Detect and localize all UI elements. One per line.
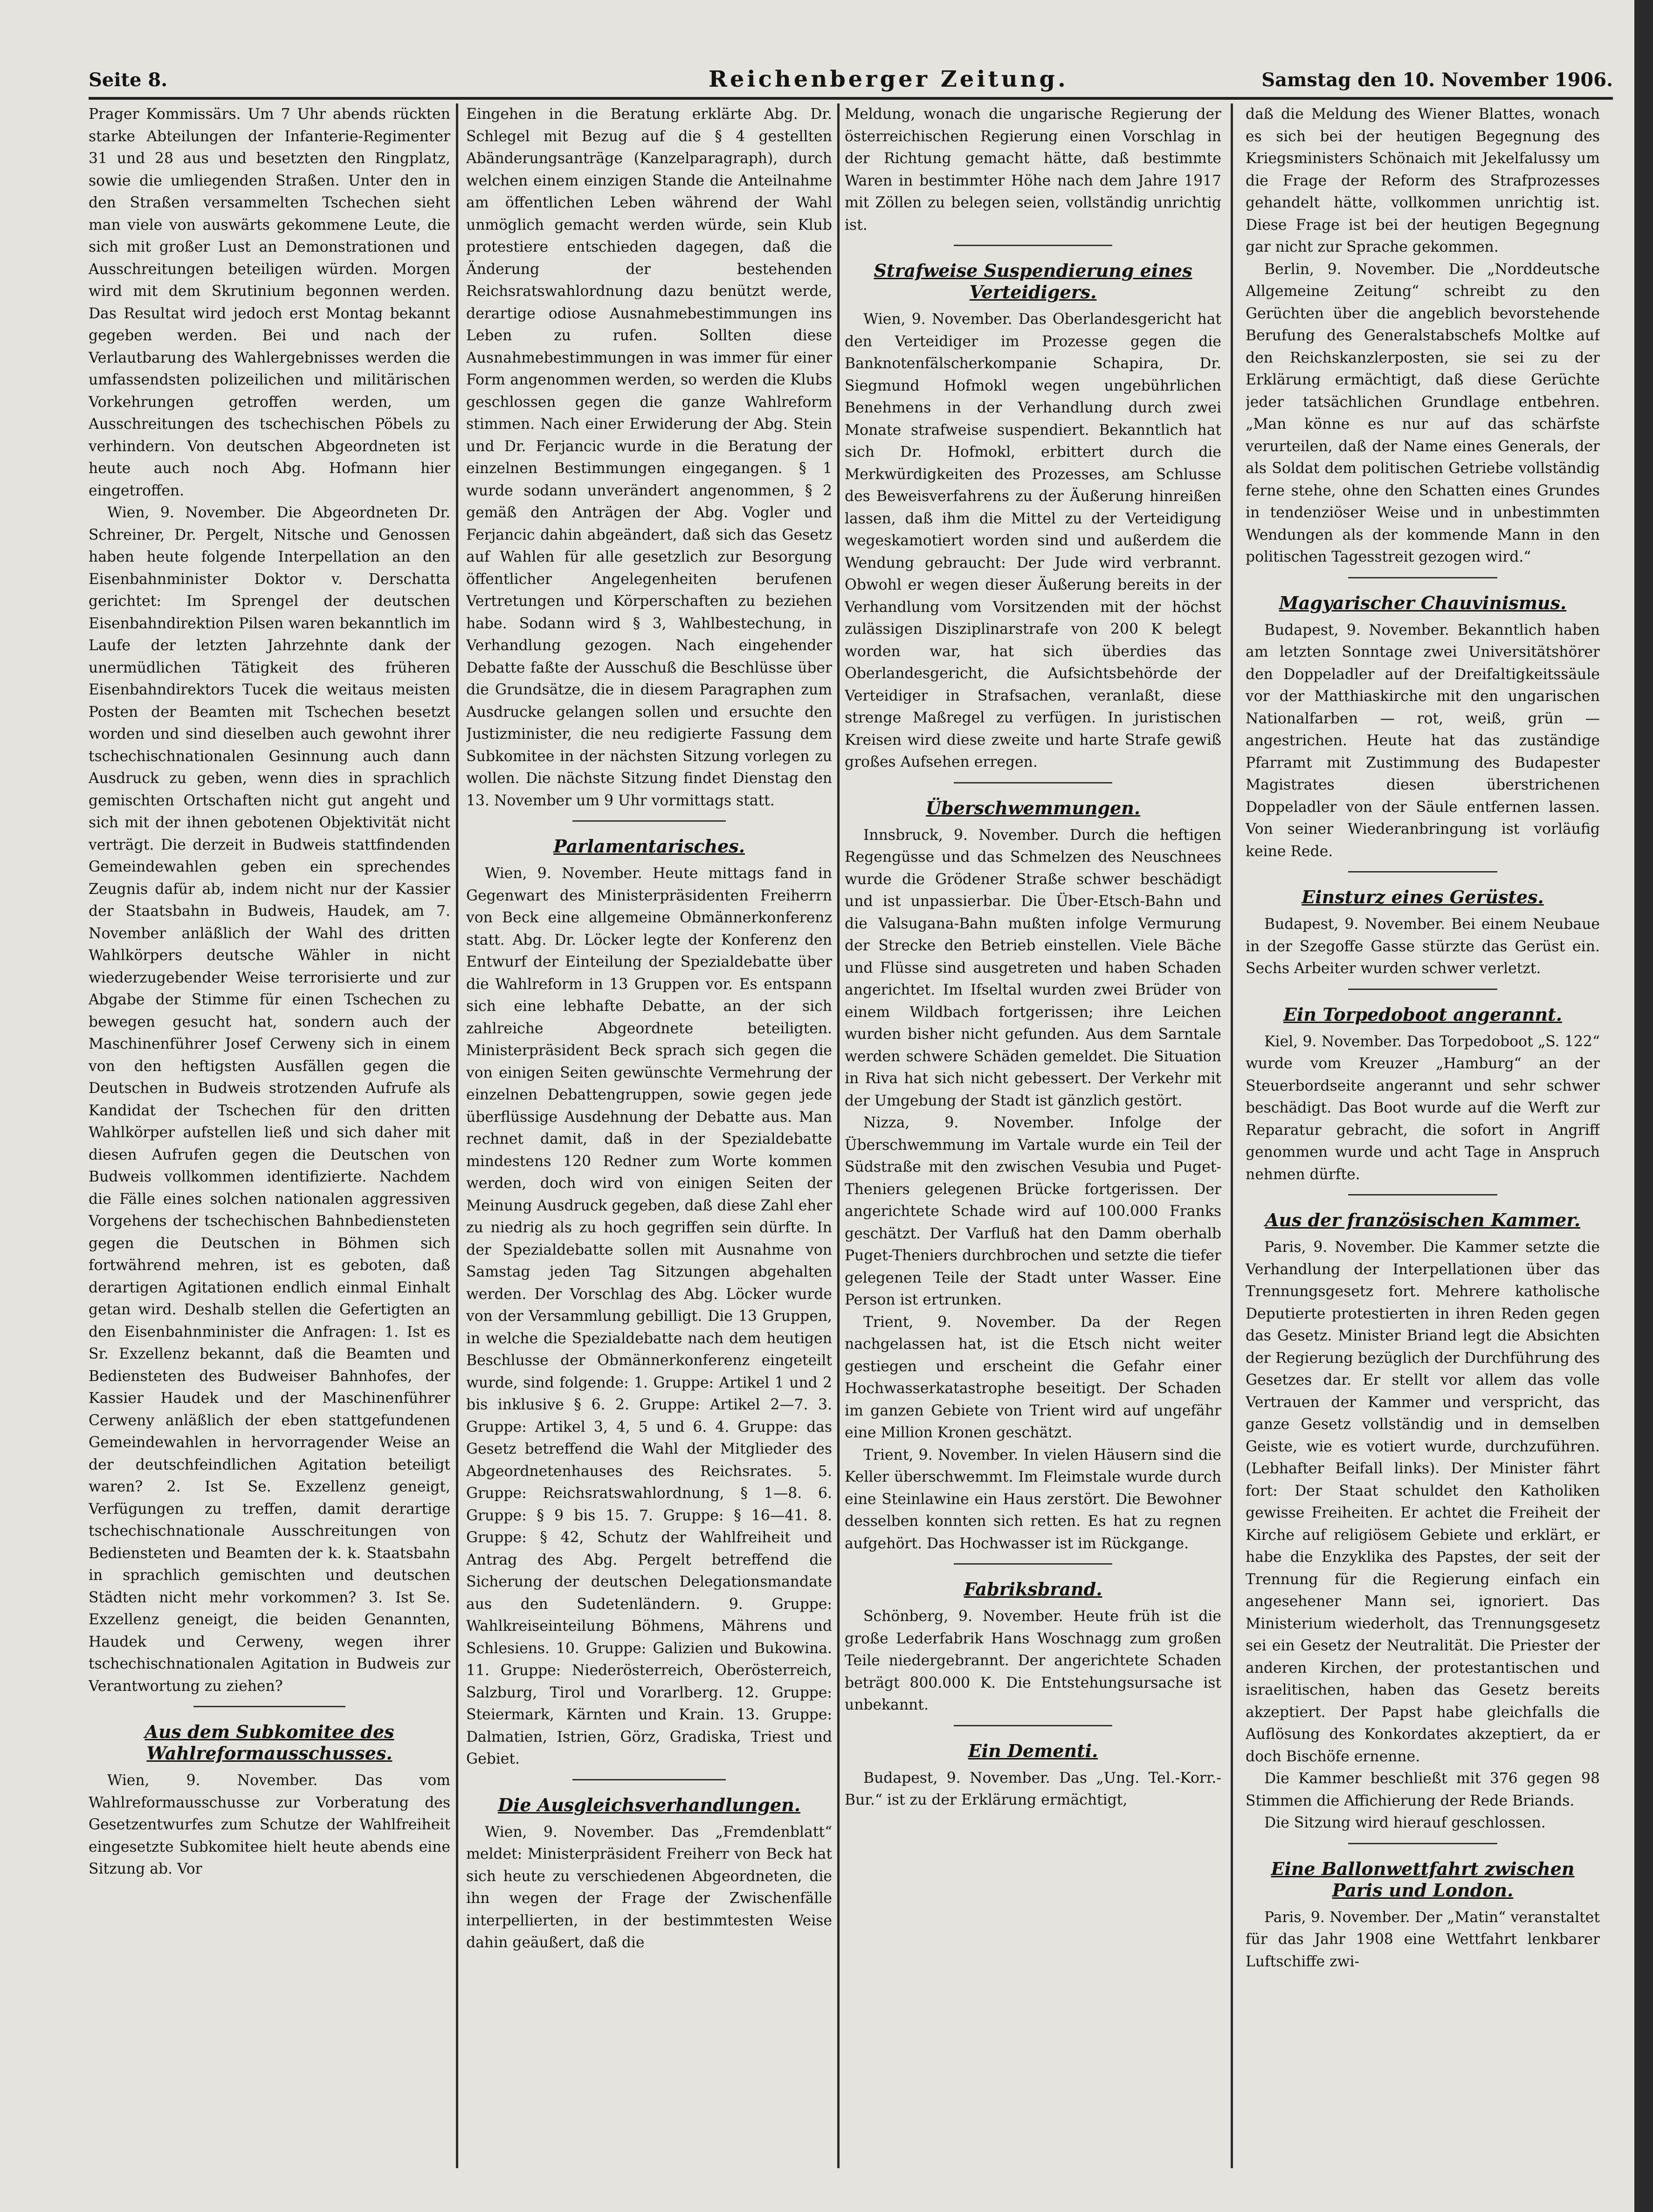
article-text: Budapest, 9. November. Bekanntlich haben am letzten Sonntage zwei Universitätshörer den Doppeladler auf der Dreifaltigkeitssäule vor der Matthiaskirche mit den ungarischen Nationalfarben — rot, weiß, grün — angestrichen. Heute hat das zuständige Pfarramt mit Zustimmung des Budapester Magistrates diesen überstrichenen Doppeladler von der Säule entfernen lassen. Von seiner Wiederanbringung ist vorläufig keine Rede. — [1246, 621, 1600, 860]
article-text: Die Sitzung wird hierauf geschlossen. — [1264, 1814, 1546, 1831]
page-header — [89, 66, 1613, 100]
article-headline: Überschwemmungen. — [925, 797, 1141, 818]
article-text: Wien, 9. November. Das vom Wahlreformausschusse zur Vorberatung des Gesetzentwurfes zum Schutze der Wahlfreiheit eingesetzte Subkomitee hielt heute abends eine Sitzung ab. Vor — [89, 1772, 450, 1877]
article-headline: Magyarischer Chauvinismus. — [1279, 592, 1567, 613]
article-headline: Fabriksbrand. — [964, 1579, 1102, 1600]
column-3 — [845, 103, 1221, 2187]
article-text: Wien, 9. November. Das Oberlandesgericht hat den Verteidiger im Prozesse gegen die Banknotenfälscherkompanie Schapira, Dr. Siegmund Hofmokl wegen ungebührlichen Benehmens in der Verhandlung durch zwei Monate strafweise suspendiert. Bekanntlich hat sich Dr. Hofmokl, erbittert durch die Merkwürdigkeiten des Prozesses, am Schlusse des Beweisverfahrens zu der Äußerung hinreißen lassen, daß ihm die Mittel zu der Verteidigung wegeskamotiert worden sind und außerdem die Wendung gebraucht: Der Jude wird verbrannt. Obwohl er wegen dieser Äußerung bereits in der Verhandlung vom Vorsitzenden mit der höchst zulässigen Disziplinarstrafe von 200 K belegt worden war, hat sich überdies das Oberlandesgericht, die Aufsichtsbehörde der Verteidiger in Strafsachen, veranlaßt, diese strenge Maßregel zu verfügen. In juristischen Kreisen wird diese zweite und harte Strafe gewiß großes Aufsehen erregen. — [845, 311, 1221, 770]
article-text: Die Kammer beschließt mit 376 gegen 98 Stimmen die Affichierung der Rede Briands. — [1246, 1770, 1600, 1809]
article-divider — [572, 820, 726, 822]
column-rule-2 — [837, 103, 840, 2168]
column-1 — [89, 103, 450, 2187]
article-text: Budapest, 9. November. Bei einem Neubaue in der Szegoffe Gasse stürzte das Gerüst ein. Sechs Arbeiter wurden schwer verletzt. — [1246, 916, 1600, 977]
article-text: Kiel, 9. November. Das Torpedoboot „S. 122“ wurde vom Kreuzer „Hamburg“ an der Steuerbordseite angerannt und sehr schwer beschädigt. Das Boot wurde auf die Werft zur Reparatur gebracht, die sofort in Angriff genommen wurde und acht Tage in Anspruch nehmen dürfte. — [1246, 1033, 1600, 1183]
article-divider — [1348, 577, 1497, 578]
article-text: Budapest, 9. November. Das „Ung. Tel.-Korr.-Bur.“ ist zu der Erklärung ermächtigt, — [845, 1769, 1221, 1808]
article-text: Prager Kommissärs. Um 7 Uhr abends rückten starke Abteilungen der Infanterie-Regimenter 31 und 28 aus und besetzten den Ringplatz, sowie die umliegenden Straßen. Unter den in den Straßen versammelten Tschechen sieht man viele von auswärts gekommene Leute, die sich mit großer Lust an Demonstrationen und Ausschreitungen beteiligen würden. Morgen wird mit dem Skrutinium begonnen werden. Das Resultat wird jedoch erst Montag bekannt gegeben werden. Bei und nach der Verlautbarung des Wahlergebnisses werden die umfassendsten polizeilichen und militärischen Vorkehrungen getroffen werden, um Ausschreitungen des tschechischen Pöbels zu verhindern. Von deutschen Abgeordneten ist heute auch noch Abg. Hofmann hier eingetroffen. — [89, 106, 450, 499]
article-headline: Eine Ballonwettfahrt zwischen Paris und London. — [1271, 1858, 1575, 1901]
article-headline: Aus der französischen Kammer. — [1265, 1209, 1581, 1230]
article-divider — [954, 782, 1112, 783]
article-headline: Strafweise Suspendierung eines Verteidigers. — [874, 260, 1192, 302]
article-text: Paris, 9. November. Die Kammer setzte die Verhandlung der Interpellationen über das Trennungsgesetz fort. Mehrere katholische Deputierte protestierten in ihren Reden gegen das Gesetz. Minister Briand legt die Absichten der Regierung bezüglich der Durchführung des Gesetzes dar. Er stellt vor allem das volle Vertrauen der Kammer und verspricht, das ganze Gesetz vollständig und in demselben Geiste, wie es votiert wurde, durchzuführen. (Lebhafter Beifall links). Der Minister fährt fort: Der Staat schuldet den Katholiken gewisse Freiheiten. Er achtet die Freiheit der Kirche auf religiösem Gebiete und erklärt, er habe die Enzyklika des Papstes, der seit der Trennung für die Regierung einfach ein angesehener Mann sei, ignoriert. Das Ministerium wiederholt, das Trennungsgesetz sei ein Gesetz der Neutralität. Die Priester der anderen Kirchen, der protestantischen und israelitischen, haben das Gesetz bereits akzeptiert. Der Papst habe gleichfalls die Auflösung des Konkordates akzeptiert, da er doch Bischöfe ernenne. — [1246, 1239, 1600, 1765]
article-divider — [1348, 871, 1497, 872]
issue-date: Samstag den 10. November 1906. — [1261, 69, 1613, 91]
column-4 — [1246, 103, 1600, 2187]
article-text: Wien, 9. November. Heute mittags fand in Gegenwart des Ministerpräsidenten Freiherrn von Beck eine allgemeine Obmännerkonferenz statt. Abg. Dr. Löcker legte der Konferenz den Entwurf der Einteilung der Spezialdebatte über die Wahlreform in 13 Gruppen vor. Es entspann sich eine lebhafte Debatte, an der sich zahlreiche Abgeordnete beteiligten. Ministerpräsident Beck sprach sich gegen die von einigen Seiten gewünschte Vermehrung der einzelnen Debattengruppen, sowie gegen jede überflüssige Ausdehnung der Debatte aus. Man rechnet damit, daß in der Spezialdebatte mindestens 120 Redner zum Worte kommen werden, doch wird von einigen Seiten der Meinung Ausdruck gegeben, daß diese Zahl eher zu niedrig als zu hoch gegriffen sein dürfte. In der Spezialdebatte sollen mit Ausnahme von Samstag jeden Tag Sitzungen abgehalten werden. Der Vorschlag des Abg. Löcker wurde von der Versammlung gebilligt. Die 13 Gruppen, in welche die Spezialdebatte nach dem heutigen Beschlusse der Obmännerkonferenz eingeteilt wurde, sind folgende: 1. Gruppe: Artikel 1 und 2 bis inklusive § 6. 2. Gruppe: Artikel 2—7. 3. Gruppe: Artikel 3, 4, 5 und 6. 4. Gruppe: das Gesetz betreffend die Wahl der Mitglieder des Abgeordnetenhauses des Reichsrates. 5. Gruppe: Reichsratswahlordnung, § 1—8. 6. Gruppe: § 9 bis 15. 7. Gruppe: § 16—41. 8. Gruppe: § 42, Schutz der Wahlfreiheit und Antrag des Abg. Pergelt betreffend die Sicherung der deutschen Delegationsmandate aus den Sudetenländern. 9. Gruppe: Wahlkreiseinteilung Böhmens, Mährens und Schlesiens. 10. Gruppe: Galizien und Bukowina. 11. Gruppe: Niederösterreich, Oberösterreich, Salzburg, Tirol und Vorarlberg. 12. Gruppe: Steiermark, Kärnten und Krain. 13. Gruppe: Dalmatien, Istrien, Görz, Gradiska, Triest und Gebiet. — [466, 865, 832, 1767]
newspaper-title: Reichenberger Zeitung. — [709, 66, 1068, 92]
article-headline: Die Ausgleichsverhandlungen. — [497, 1794, 801, 1815]
article-headline: Parlamentarisches. — [553, 836, 745, 857]
article-text: Nizza, 9. November. Infolge der Überschwemmung im Vartale wurde ein Teil der Südstraße mit den zwischen Vesubia und Puget-Theniers gelegenen Brücke fortgerissen. Der angerichtete Schade wird auf 100.000 Franks geschätzt. Der Varfluß hat den Damm oberhalb Puget-Theniers durchbrochen und setzte die tiefer gelegenen Teile der Stadt unter Wasser. Eine Person ist ertrunken. — [845, 1114, 1221, 1308]
column-2 — [466, 103, 832, 2187]
article-divider — [954, 245, 1112, 246]
article-divider — [1348, 989, 1497, 990]
article-text: Trient, 9. November. Da der Regen nachgelassen hat, ist die Etsch nicht weiter gestiegen und erscheint die Gefahr einer Hochwasserkatastrophe beseitigt. Der Schaden im ganzen Gebiete von Trient wird auf ungefähr eine Million Kronen geschätzt. — [845, 1313, 1221, 1441]
article-text: Paris, 9. November. Der „Matin“ veranstaltet für das Jahr 1908 eine Wettfahrt lenkbarer Luftschiffe zwi- — [1246, 1909, 1600, 1970]
article-text: Trient, 9. November. In vielen Häusern sind die Keller überschwemmt. Im Fleimstale wurde durch eine Steinlawine ein Haus zerstört. Die Bewohner desselben konnten sich retten. Es hat zu regnen aufgehört. Das Hochwasser ist im Rückgange. — [845, 1446, 1221, 1552]
article-divider — [954, 1725, 1112, 1726]
article-text: Meldung, wonach die ungarische Regierung der österreichischen Regierung einen Vorschlag in der Richtung gemacht hätte, daß bestimmte Waren in bestimmter Höhe nach dem Jahre 1917 mit Zöllen zu belegen seien, vollständig unrichtig ist. — [845, 106, 1221, 234]
column-rule-1 — [456, 103, 458, 2168]
article-text: Innsbruck, 9. November. Durch die heftigen Regengüsse und das Schmelzen des Neuschnees wurde die Grödener Straße schwer beschädigt und ist unpassierbar. Die Über-Etsch-Bahn und die Valsugana-Bahn mußten infolge Vermurung der Strecke den Betrieb einstellen. Viele Bäche und Flüsse sind ausgetreten und haben Schaden angerichtet. Im Ifseltal wurden zwei Brüder von einem Wildbach fortgerissen; ihre Leichen wurden bisher nicht gefunden. Aus dem Sarntale werden schwere Schäden gemeldet. Die Situation in Riva hat sich nicht gebessert. Der Verkehr mit der Umgebung der Stadt ist gänzlich gestört. — [845, 826, 1221, 1109]
article-divider — [193, 1706, 345, 1707]
article-text: Wien, 9. November. Die Abgeordneten Dr. Schreiner, Dr. Pergelt, Nitsche und Genossen haben heute folgende Interpellation an den Eisenbahnminister Doktor v. Derschatta gerichtet: Im Sprengel der deutschen Eisenbahndirektion Pilsen waren bekanntlich im Laufe der letzten Jahrzehnte dank der unermüdlichen Tätigkeit des früheren Eisenbahndirektors Tucek die weitaus meisten Posten der Beamten mit Tschechen besetzt worden und sind dieselben auch gewohnt ihrer tschechischnationalen Gesinnung auch dann Ausdruck zu geben, wenn dies in sprachlich gemischten Ortschaften nicht gut angeht und sich mit der ihnen gebotenen Objektivität nicht verträgt. Die derzeit in Budweis stattfindenden Gemeindewahlen geben ein sprechendes Zeugnis dafür ab, indem nicht nur der Kassier der Staatsbahn in Budweis, Haudek, am 7. November anläßlich der Wahl des dritten Wahlkörpers deutsche Wähler in nicht wiederzugebender Weise terrorisierte und zur Abgabe der Stimme für einen Tschechen zu bewegen gesucht hat, sondern auch der Maschinenführer Josef Cerweny sich in einem von den heftigsten Ausfällen gegen die Deutschen in Budweis strotzenden Aufrufe als Kandidat der Tschechen für den dritten Wahlkörper aufstellen ließ und sich daher mit diesen Aufrufen gegen die Deutschen von Budweis vollkommen identifizierte. Nachdem die Fälle eines solchen nationalen aggressiven Vorgehens der tschechischen Bahnbediensteten gegen die Deutschen in Böhmen sich fortwährend mehren, ist es geboten, daß derartigen Agitationen endlich einmal Einhalt getan wird. Deshalb stellen die Gefertigten an den Eisenbahnminister die Anfragen: 1. Ist es Sr. Exzellenz bekannt, daß die Beamten und Bediensteten des Budweiser Bahnhofes, der Kassier Haudek und der Maschinenführer Cerweny anläßlich der eben stattgefundenen Gemeindewahlen in hervorragender Weise an der deutschfeindlichen Agitation beteiligt waren? 2. Ist Se. Exzellenz geneigt, Verfügungen zu treffen, damit derartige tschechischnationale Ausschreitungen von Bediensteten und Beamten der k. k. Staatsbahn in sprachlich gemischten und deutschen Städten nicht mehr vorkommen? 3. Ist Se. Exzellenz geneigt, die beiden Genannten, Haudek und Cerweny, wegen ihrer tschechischnationalen Agitation in Budweis zur Verantwortung zu ziehen? — [89, 504, 450, 1695]
article-text: Wien, 9. November. Das „Fremdenblatt“ meldet: Ministerpräsident Freiherr von Beck hat sich heute zu verschiedenen Abgeordneten, die ihn wegen der Frage der Zwischenfälle interpellierten, in der bestimmtesten Weise dahin geäußert, daß die — [466, 1823, 832, 1951]
article-divider — [572, 1779, 726, 1780]
article-headline: Ein Torpedoboot angerannt. — [1283, 1003, 1562, 1025]
column-rule-3 — [1231, 103, 1233, 2168]
page-edge-shadow — [1634, 0, 1653, 2212]
article-text: Berlin, 9. November. Die „Norddeutsche Allgemeine Zeitung“ schreibt zu den Gerüchten über die angeblich bevorstehende Berufung des Generalstabschefs Moltke auf den Reichskanzlerposten, sie sei zu der Erklärung ermächtigt, daß diese Gerüchte jeder tatsächlichen Grundlage entbehren. „Man könne es nur auf das schärfste verurteilen, daß der Name eines Generals, der als Soldat dem politischen Getriebe vollständig ferne stehe, ohne den Schatten eines Grundes in tendenziöser Weise und in unbestimmten Wendungen als der kommende Mann in den politischen Tagesstreit gezogen wird.“ — [1246, 261, 1600, 565]
article-headline: Ein Dementi. — [968, 1740, 1098, 1761]
article-divider — [1348, 1843, 1497, 1844]
page-number: Seite 8. — [89, 69, 168, 91]
article-headline: Einsturz eines Gerüstes. — [1302, 886, 1544, 907]
article-divider — [954, 1563, 1112, 1565]
article-divider — [1348, 1194, 1497, 1195]
article-text: Eingehen in die Beratung erklärte Abg. Dr. Schlegel mit Bezug auf die § 4 gestellten Abänderungsanträge (Kanzelparagraph), durch welchen einem einzigen Stande die Anteilnahme am öffentlichen Leben während der Wahl unmöglich gemacht werden würde, sein Klub protestiere entschieden dagegen, daß die Änderung der bestehenden Reichsratswahlordnung dazu benützt werde, derartige odiose Ausnahmebestimmungen ins Leben zu rufen. Sollten diese Ausnahmebestimmungen in was immer für einer Form angenommen werden, so werden die Klubs geschlossen gegen die ganze Wahlreform stimmen. Nach einer Erwiderung der Abg. Stein und Dr. Ferjancic wurde in die Beratung der einzelnen Bestimmungen eingegangen. § 1 wurde sodann unverändert angenommen, § 2 gemäß den Anträgen der Abg. Vogler und Ferjancic dahin abgeändert, daß sich das Gesetz auf Wahlen für alle gesetzlich zur Besorgung öffentlicher Angelegenheiten berufenen Vertretungen und Körperschaften zu beziehen habe. Sodann wird § 3, Wahlbestechung, in Verhandlung gezogen. Nach eingehender Debatte faßte der Ausschuß die Beschlüsse über die Grundsätze, die in diesem Paragraphen zum Ausdrucke gelangen sollen und ersuchte den Justizminister, die neu redigierte Fassung dem Subkomitee in der nächsten Sitzung vorlegen zu wollen. Die nächste Sitzung findet Dienstag den 13. November um 9 Uhr vormittags statt. — [466, 106, 832, 809]
article-text: daß die Meldung des Wiener Blattes, wonach es sich bei der heutigen Begegnung des Kriegsministers Schönaich mit Jekelfalussy um die Frage der Reform des Strafprozesses gehandelt hätte, vollkommen unrichtig ist. Diese Frage ist bei der heutigen Begegnung gar nicht zur Sprache gekommen. — [1246, 106, 1600, 255]
article-text: Schönberg, 9. November. Heute früh ist die große Lederfabrik Hans Woschnagg zum großen Teile niedergebrannt. Der angerichtete Schaden beträgt 800.000 K. Die Entstehungsursache ist unbekannt. — [845, 1608, 1221, 1713]
article-headline: Aus dem Subkomitee des Wahlreformausschusses. — [145, 1721, 394, 1764]
